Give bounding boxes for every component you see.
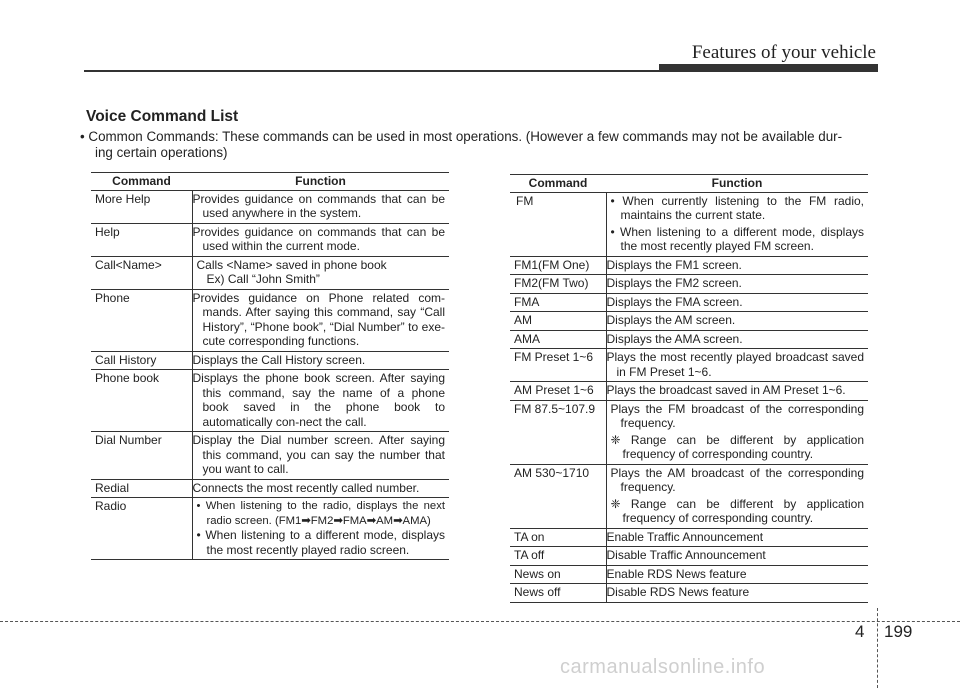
table-row bbox=[510, 192, 868, 256]
function-bullet: • When currently listening to the FM radio, maintains the current state. bbox=[610, 193, 864, 222]
function-cell: Provides guidance on commands that can be used anywhere in the system. bbox=[192, 190, 449, 223]
function-cell: Disable Traffic Announcement bbox=[606, 547, 868, 566]
function-cell bbox=[606, 464, 868, 528]
function-cell: Plays the broadcast saved in AM Preset 1~6. bbox=[606, 382, 868, 401]
header-rule bbox=[84, 70, 659, 72]
function-cell: Disable RDS News feature bbox=[606, 584, 868, 603]
table-row bbox=[91, 432, 449, 480]
table-row bbox=[91, 370, 449, 432]
command-cell: FMA bbox=[510, 293, 606, 312]
function-line: Plays the AM broadcast of the corresponding frequency. bbox=[610, 465, 864, 494]
command-cell: FM Preset 1~6 bbox=[510, 349, 606, 382]
function-cell: Displays the FMA screen. bbox=[606, 293, 868, 312]
column-header-function: Function bbox=[192, 173, 449, 191]
table-row bbox=[510, 565, 868, 584]
command-cell: Help bbox=[91, 223, 192, 256]
command-cell: Radio bbox=[91, 498, 192, 560]
column-header-function: Function bbox=[606, 175, 868, 193]
header-rule-accent bbox=[659, 64, 878, 72]
table-row bbox=[510, 330, 868, 349]
command-cell: TA on bbox=[510, 528, 606, 547]
watermark: carmanualsonline.info bbox=[560, 656, 766, 678]
function-cell bbox=[192, 498, 449, 560]
function-cell: Display the Dial number screen. After saying this command, you can say the number that you want to call. bbox=[192, 432, 449, 480]
command-cell: Phone book bbox=[91, 370, 192, 432]
table-row bbox=[510, 547, 868, 566]
column-header-command: Command bbox=[510, 175, 606, 193]
command-cell: FM 87.5~107.9 bbox=[510, 400, 606, 464]
table-row bbox=[91, 190, 449, 223]
table-row bbox=[510, 584, 868, 603]
function-cell: Enable Traffic Announcement bbox=[606, 528, 868, 547]
command-cell: News off bbox=[510, 584, 606, 603]
table-row bbox=[510, 382, 868, 401]
function-cell bbox=[192, 256, 449, 289]
table-row bbox=[510, 293, 868, 312]
function-cell: Provides guidance on commands that can be used within the current mode. bbox=[192, 223, 449, 256]
table-row bbox=[510, 312, 868, 331]
column-header-command: Command bbox=[91, 173, 192, 191]
footer-page-divider bbox=[877, 608, 878, 688]
table-row bbox=[91, 256, 449, 289]
footer-dashed-rule bbox=[0, 621, 960, 622]
chapter-number: 4 bbox=[855, 622, 865, 641]
command-cell: More Help bbox=[91, 190, 192, 223]
table-row bbox=[510, 528, 868, 547]
function-example: Ex) Call “John Smith” bbox=[206, 272, 320, 286]
function-cell: Displays the phone book screen. After saying this command, say the name of a phone book saved in the phone book to automatically con-nect the call. bbox=[192, 370, 449, 432]
voice-command-table-right bbox=[510, 174, 868, 603]
intro-paragraph bbox=[80, 129, 880, 161]
command-cell: AMA bbox=[510, 330, 606, 349]
table-row bbox=[91, 289, 449, 351]
command-cell: Dial Number bbox=[91, 432, 192, 480]
table-row bbox=[510, 275, 868, 294]
function-cell: Displays the AMA screen. bbox=[606, 330, 868, 349]
command-cell: Call<Name> bbox=[91, 256, 192, 289]
table-row bbox=[91, 223, 449, 256]
voice-command-table-left bbox=[91, 172, 449, 560]
function-cell: Displays the Call History screen. bbox=[192, 351, 449, 370]
table-header-row bbox=[510, 175, 868, 193]
function-line: Plays the FM broadcast of the corresponding frequency. bbox=[610, 401, 864, 430]
page-number: 199 bbox=[884, 622, 913, 641]
function-cell: Enable RDS News feature bbox=[606, 565, 868, 584]
command-cell: News on bbox=[510, 565, 606, 584]
section-title: Voice Command List bbox=[86, 108, 239, 125]
command-cell: AM bbox=[510, 312, 606, 331]
function-bullet: • When listening to a different mode, displays the most recently played radio screen. bbox=[196, 528, 445, 557]
function-cell: Displays the AM screen. bbox=[606, 312, 868, 331]
command-cell: Phone bbox=[91, 289, 192, 351]
function-cell: Displays the FM2 screen. bbox=[606, 275, 868, 294]
page-header-title: Features of your vehicle bbox=[691, 42, 876, 63]
function-cell: Provides guidance on Phone related com-mands. After saying this command, say “Call History”, “Phone book”, “Dial Number” to exe-cute corresponding functions. bbox=[192, 289, 449, 351]
command-cell: TA off bbox=[510, 547, 606, 566]
command-cell: AM Preset 1~6 bbox=[510, 382, 606, 401]
command-cell: AM 530~1710 bbox=[510, 464, 606, 528]
intro-line-2: ing certain operations) bbox=[95, 145, 228, 160]
table-row bbox=[510, 400, 868, 464]
function-bullet: • When listening to the radio, displays the next radio screen. (FM1➡FM2➡FMA➡AM➡AMA) bbox=[196, 500, 445, 527]
table-row bbox=[510, 349, 868, 382]
table-row bbox=[91, 351, 449, 370]
function-bullet: • When listening to a different mode, displays the most recently played FM screen. bbox=[610, 224, 864, 253]
range-note: ❈ Range can be different by application frequency of corresponding country. bbox=[610, 496, 864, 525]
function-cell bbox=[606, 400, 868, 464]
table-row bbox=[91, 479, 449, 498]
range-note: ❈ Range can be different by application frequency of corresponding country. bbox=[610, 432, 864, 461]
function-line: Calls <Name> saved in phone book bbox=[196, 257, 387, 272]
table-row bbox=[510, 464, 868, 528]
table-header-row bbox=[91, 173, 449, 191]
table-row bbox=[510, 256, 868, 275]
function-cell: Displays the FM1 screen. bbox=[606, 256, 868, 275]
command-cell: Call History bbox=[91, 351, 192, 370]
command-cell: FM2(FM Two) bbox=[510, 275, 606, 294]
command-cell: FM bbox=[510, 192, 606, 256]
command-cell: Redial bbox=[91, 479, 192, 498]
function-cell: Connects the most recently called number. bbox=[192, 479, 449, 498]
table-row bbox=[91, 498, 449, 560]
intro-line-1: • Common Commands: These commands can be used in most operations. (However a few commands may not be available dur- bbox=[80, 129, 843, 144]
function-cell: Plays the most recently played broadcast saved in FM Preset 1~6. bbox=[606, 349, 868, 382]
function-cell bbox=[606, 192, 868, 256]
command-cell: FM1(FM One) bbox=[510, 256, 606, 275]
